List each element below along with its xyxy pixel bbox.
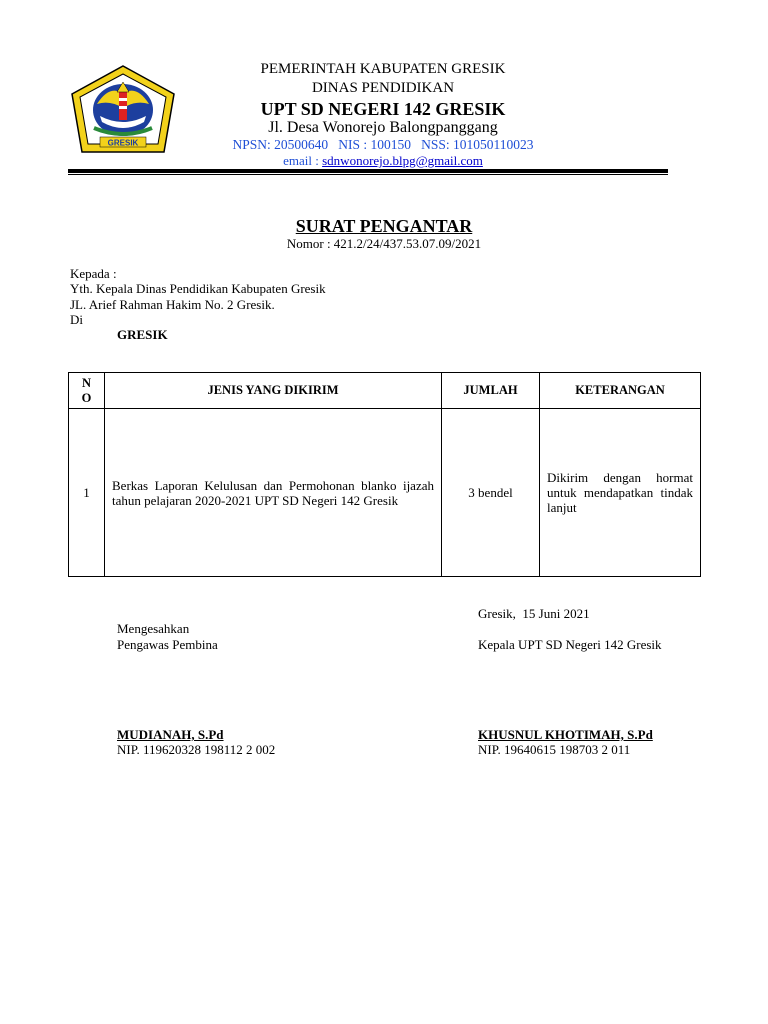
header-divider-thin	[68, 174, 668, 175]
email-link[interactable]: sdnwonorejo.blpg@gmail.com	[322, 153, 483, 168]
regency-logo	[70, 64, 176, 156]
col-header-jumlah: JUMLAH	[442, 373, 540, 409]
addressee-di: Di	[70, 312, 83, 327]
table-row	[69, 409, 701, 577]
sign-left-nip: NIP. 119620328 198112 2 002	[117, 742, 276, 757]
sign-right-name: KHUSNUL KHOTIMAH, S.Pd	[478, 727, 653, 742]
items-table	[68, 372, 701, 577]
sign-left-label-1: Mengesahkan	[117, 621, 190, 636]
table-header-row	[69, 373, 701, 409]
sign-right-nip: NIP. 19640615 198703 2 011	[478, 742, 631, 757]
header-email-line	[200, 153, 566, 169]
place-date: Gresik, 15 Juni 2021	[478, 606, 590, 621]
addressee-street: JL. Arief Rahman Hakim No. 2 Gresik.	[70, 297, 275, 312]
email-label: email :	[283, 153, 323, 168]
header-divider-thick	[68, 169, 668, 173]
row-jenis: Berkas Laporan Kelulusan dan Permohonan blanko ijazah tahun pelajaran 2020-2021 UPT SD Negeri 142 Gresik	[105, 409, 442, 577]
header-ids: NPSN: 20500640 NIS : 100150 NSS: 101050110023	[232, 137, 534, 152]
row-no: 1	[69, 409, 105, 577]
header-government: PEMERINTAH KABUPATEN GRESIK	[260, 61, 506, 77]
header-school-name: UPT SD NEGERI 142 GRESIK	[260, 99, 506, 119]
addressee-kepada: Kepada :	[70, 266, 117, 281]
row-jumlah: 3 bendel	[442, 409, 540, 577]
sign-right-label: Kepala UPT SD Negeri 142 Gresik	[478, 637, 662, 652]
gresik-emblem-icon	[70, 64, 176, 156]
letter-title: SURAT PENGANTAR	[295, 216, 473, 236]
addressee-yth: Yth. Kepala Dinas Pendidikan Kabupaten Gresik	[70, 281, 326, 296]
col-header-jenis: JENIS YANG DIKIRIM	[105, 373, 442, 409]
logo-text: GRESIK	[107, 138, 139, 148]
sign-left-label-2: Pengawas Pembina	[117, 637, 218, 652]
col-header-no: N O	[69, 373, 105, 409]
header-department: DINAS PENDIDIKAN	[311, 80, 455, 96]
sign-left-name: MUDIANAH, S.Pd	[117, 727, 224, 742]
row-keterangan: Dikirim dengan hormat untuk mendapatkan tindak lanjut	[540, 409, 701, 577]
header-address: Jl. Desa Wonorejo Balongpanggang	[268, 119, 498, 136]
addressee-city: GRESIK	[117, 327, 168, 342]
letter-number: Nomor : 421.2/24/437.53.07.09/2021	[286, 236, 482, 251]
col-header-keterangan: KETERANGAN	[540, 373, 701, 409]
